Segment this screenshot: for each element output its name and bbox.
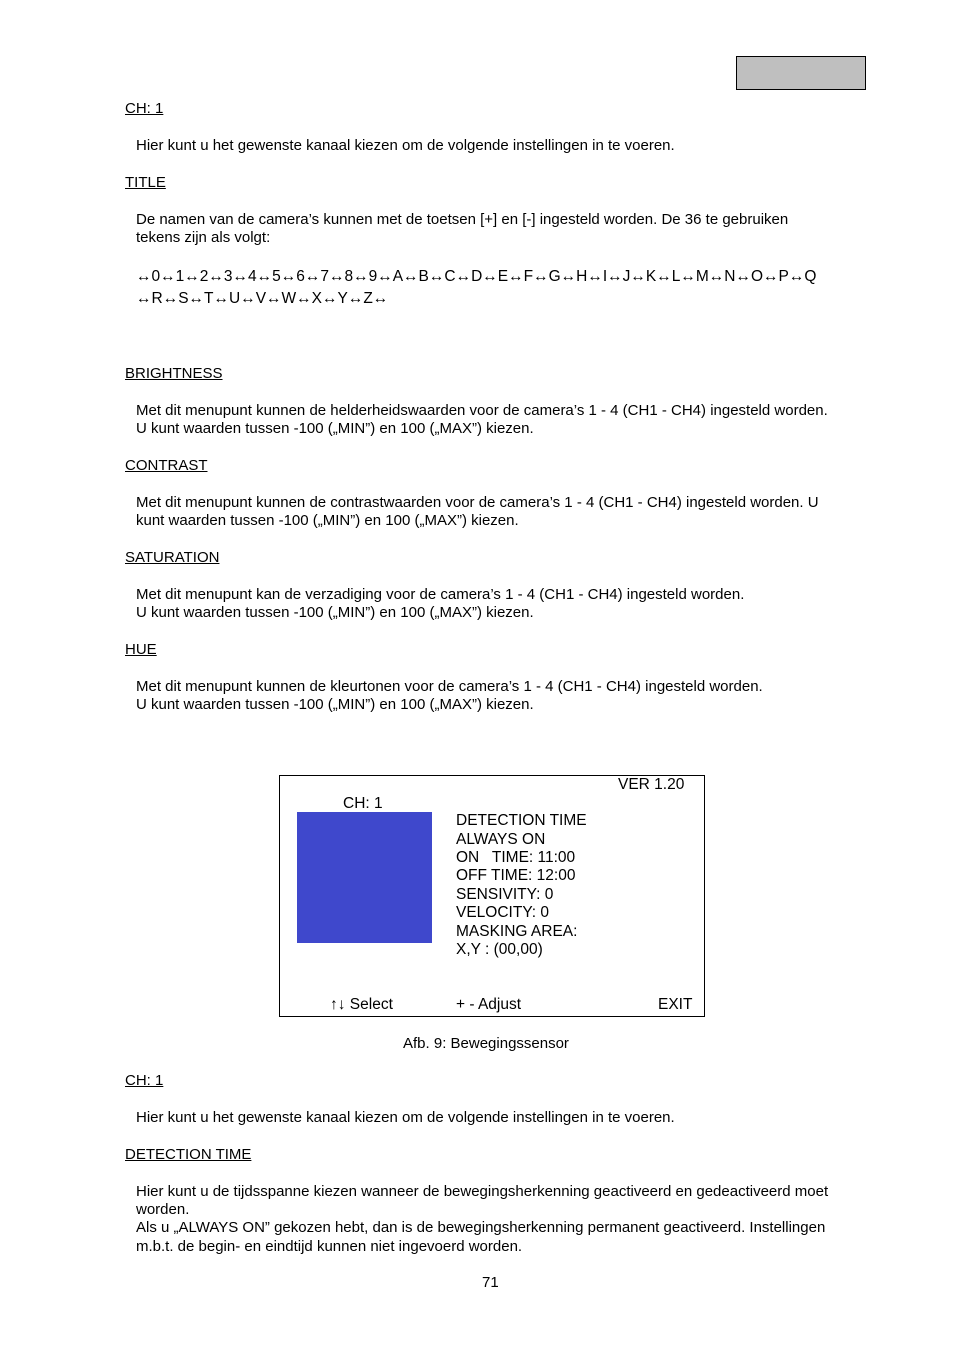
charset-line: ↔R↔S↔T↔U↔V↔W↔X↔Y↔Z↔ xyxy=(136,290,389,307)
paragraph-line: Met dit menupunt kunnen de helderheidswaarden voor de camera’s 1 - 4 (CH1 - CH4) ingesteld worden. xyxy=(136,402,828,419)
paragraph-line: kunt waarden tussen -100 („MIN”) en 100 („MAX”) kiezen. xyxy=(136,512,519,529)
menu-item-off-time: OFF TIME: 12:00 xyxy=(456,867,576,884)
footer-adjust-hint: + - Adjust xyxy=(456,996,522,1013)
menu-item-sensivity: SENSIVITY: 0 xyxy=(456,886,554,903)
header-tab xyxy=(736,56,866,90)
paragraph-line: Met dit menupunt kunnen de kleurtonen voor de camera’s 1 - 4 (CH1 - CH4) ingesteld worden. xyxy=(136,678,763,695)
section-heading-saturation: SATURATION xyxy=(125,549,220,566)
paragraph-line: U kunt waarden tussen -100 („MIN”) en 100 („MAX”) kiezen. xyxy=(136,420,534,437)
section-heading-title: TITLE xyxy=(125,174,166,191)
section-heading-hue: HUE xyxy=(125,641,157,658)
section-heading-contrast: CONTRAST xyxy=(125,457,208,474)
paragraph-line: Met dit menupunt kunnen de contrastwaarden voor de camera’s 1 - 4 (CH1 - CH4) ingesteld worden. U xyxy=(136,494,819,511)
channel-label: CH: 1 xyxy=(343,795,383,812)
paragraph-line: Als u „ALWAYS ON” gekozen hebt, dan is de bewegingsherkenning permanent geactiveerd. Instellingen xyxy=(136,1219,826,1236)
paragraph-line: U kunt waarden tussen -100 („MIN”) en 100 („MAX”) kiezen. xyxy=(136,604,534,621)
section-heading-ch: CH: 1 xyxy=(125,1072,164,1089)
footer-exit-label: EXIT xyxy=(658,996,693,1013)
menu-item-detection-time: DETECTION TIME xyxy=(456,812,587,829)
paragraph-line: Hier kunt u het gewenste kanaal kiezen om de volgende instellingen in te voeren. xyxy=(136,1109,675,1126)
paragraph-line: Hier kunt u het gewenste kanaal kiezen om de volgende instellingen in te voeren. xyxy=(136,137,675,154)
camera-preview xyxy=(297,812,432,943)
menu-item-always-on: ALWAYS ON xyxy=(456,831,546,848)
section-heading-detection-time: DETECTION TIME xyxy=(125,1146,252,1163)
menu-item-xy: X,Y : (00,00) xyxy=(456,941,543,958)
menu-item-masking-area: MASKING AREA: xyxy=(456,923,578,940)
charset-line: ↔0↔1↔2↔3↔4↔5↔6↔7↔8↔9↔A↔B↔C↔D↔E↔F↔G↔H↔I↔J↔K↔L↔M↔N↔O↔P↔Q xyxy=(136,268,817,285)
menu-item-on-time: ON TIME: 11:00 xyxy=(456,849,576,866)
paragraph-line: Met dit menupunt kan de verzadiging voor de camera’s 1 - 4 (CH1 - CH4) ingesteld worden. xyxy=(136,586,745,603)
page-number: 71 xyxy=(482,1274,499,1291)
paragraph-line: tekens zijn als volgt: xyxy=(136,229,271,246)
paragraph-line: U kunt waarden tussen -100 („MIN”) en 100 („MAX”) kiezen. xyxy=(136,696,534,713)
version-label: VER 1.20 xyxy=(618,776,685,793)
paragraph-line: Hier kunt u de tijdsspanne kiezen wanneer de bewegingsherkenning geactiveerd en gedeactiveerd moet xyxy=(136,1183,829,1200)
section-heading-ch: CH: 1 xyxy=(125,100,164,117)
footer-select-hint: ↑↓ Select xyxy=(330,996,393,1013)
section-heading-brightness: BRIGHTNESS xyxy=(125,365,223,382)
motion-sensor-menu-figure xyxy=(279,775,705,1017)
paragraph-line: De namen van de camera’s kunnen met de toetsen [+] en [-] ingesteld worden. De 36 te gebruiken xyxy=(136,211,789,228)
paragraph-line: worden. xyxy=(136,1201,190,1218)
paragraph-line: m.b.t. de begin- en eindtijd kunnen niet ingevoerd worden. xyxy=(136,1238,523,1255)
menu-item-velocity: VELOCITY: 0 xyxy=(456,904,550,921)
figure-caption: Afb. 9: Bewegingssensor xyxy=(403,1035,569,1052)
